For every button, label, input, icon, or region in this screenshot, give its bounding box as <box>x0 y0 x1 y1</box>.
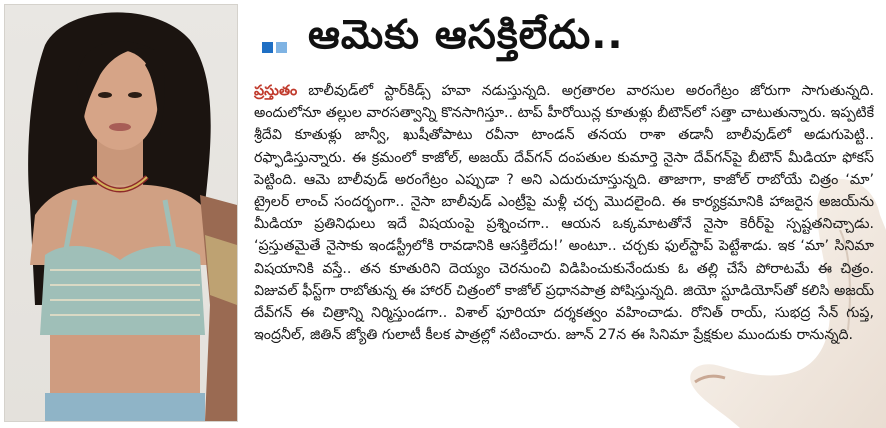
article-body <box>254 80 874 346</box>
bullet-square-dark <box>262 42 273 53</box>
headline-row <box>252 14 872 70</box>
lead-word: ప్రస్తుతం <box>254 83 298 99</box>
article-photo <box>4 4 238 422</box>
bullet-square-light <box>276 42 287 53</box>
woman-portrait-illustration <box>5 5 237 421</box>
body-text: బాలీవుడ్‌లో స్టార్‌కిడ్స్‌ హవా నడుస్తున్నది. అగ్రతారల వారసుల అరంగేట్రం జోరుగా సాగుతున్నది. అందులోనూ తల్లుల వారసత్వాన్ని కొనసాగిస్తూ.. టాప్‌ హీరోయిన్ల కూతుళ్లు బీటౌన్‌లో సత్తా చాటుతున్నారు. ఇప్పటికే శ్రీదేవి కూతుళ్లు జాన్వీ, ఖుషీతోపాటు రవీనా టాండన్‌ తనయ రాశా తడానీ బాలీవుడ్‌లో అడుగుపెట్టి.. రఫ్ఫాడిస్తున్నారు. ఈ క్రమంలో కాజోల్‌, అజయ్‌ దేవ్‌గన్‌ దంపతుల కుమార్తె నైసా దేవ్‌గన్‌పై బీటౌన్‌ మీడియా ఫోకస్‌ పెట్టింది. ఆమె బాలీవుడ్‌ అరంగేట్రం ఎప్పుడా ? అని ఎదురుచూస్తున్నది. తాజాగా, కాజోల్‌ రాబోయే చిత్రం ‘మా’ ట్రైలర్‌ లాంచ్‌ సందర్భంగా.. నైసా బాలీవుడ్‌ ఎంట్రీపై మళ్లీ చర్చ మొదలైంది. ఈ కార్యక్రమానికి హాజరైన అజయ్‌ను మీడియా ప్రతినిధులు ఇదే విషయంపై ప్రశ్నించగా.. ఆయన ఒక్కమాటతోనే నైసా కెరీర్‌పై స్పష్టతనిచ్చాడు. ‘ప్రస్తుతమైతే నైసాకు ఇండస్ట్రీలోకి రావడానికి ఆసక్తిలేదు!’ అంటూ.. చర్చకు ఫుల్‌స్టాప్‌ పెట్టేశాడు. ఇక ‘మా’ సినిమా విషయానికి వస్తే.. తన కూతురిని దెయ్యం చెరనుంచి విడిపించుకునేందుకు ఓ తల్లి చేసే పోరాటమే ఈ చిత్రం. విజువల్‌ ఫీస్ట్‌గా రాబోతున్న ఈ హారర్‌ చిత్రంలో కాజోల్‌ ప్రధానపాత్ర పోషిస్తున్నది. జియో స్టూడియోస్‌తో కలిసి అజయ్‌ దేవ్‌గన్‌ ఈ చిత్రాన్ని నిర్మిస్తుండగా.. విశాల్‌ ఫూరియా దర్శకత్వం వహించాడు. రోనిత్‌ రాయ్‌, సుభద్ర సేన్‌ గుప్త, ఇంద్రనీల్‌, జితిన్‌ జ్యోతి గులాటీ కీలక పాత్రల్లో నటించారు. జూన్‌ 27న ఈ సినిమా ప్రేక్షకుల ముందుకు రానున్నది. <box>254 83 874 344</box>
headline: ఆమెకు ఆసక్తిలేదు.. <box>308 12 624 58</box>
